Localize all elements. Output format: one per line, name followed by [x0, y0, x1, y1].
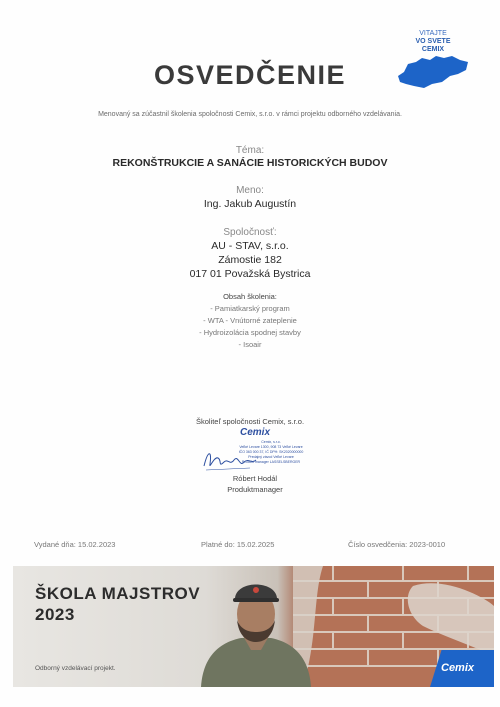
promo-banner	[13, 566, 494, 687]
badge-line-2: VO SVETE	[415, 38, 451, 45]
valid-until: Platné do: 15.02.2025	[201, 540, 275, 549]
stamp-line: Produkt manager LASSELSBERGER	[241, 460, 301, 464]
craftsman-photo	[191, 570, 321, 687]
trainer-role: Produktmanager	[227, 485, 283, 494]
content-title: Obsah školenia:	[223, 292, 277, 301]
content-item: - Pamiatkarský program	[210, 304, 290, 313]
stamp-logo: Cemix	[240, 427, 271, 438]
signature-icon	[200, 446, 260, 474]
banner-title	[35, 583, 200, 625]
certificate-intro: Menovaný sa zúčastnil školenia spoločnosti Cemix, s.r.o. v rámci projektu odborného vzdelávania.	[98, 111, 402, 118]
company-name: AU - STAV, s.r.o.	[211, 240, 289, 252]
brand-logo: Cemix	[441, 662, 475, 674]
content-item: - Isoair	[238, 340, 262, 349]
stamp-line: Predajný závod Veľké Levare	[248, 455, 294, 459]
content-list	[0, 303, 500, 351]
stamp-line: IČO 363 000 37, IČ DPH: SK2020000000	[238, 450, 304, 454]
company-label: Spoločnosť:	[223, 227, 277, 238]
name-value: Ing. Jakub Augustín	[203, 198, 297, 210]
stamp-line: Veľké Levare 1300, 908 73 Veľké Levare	[239, 445, 303, 449]
badge-line-1: VITAJTE	[419, 30, 447, 37]
topic-value: REKONŠTRUKCIE A SANÁCIE HISTORICKÝCH BUDOV	[112, 157, 388, 169]
content-item: - WTA - Vnútorné zateplenie	[203, 316, 297, 325]
content-item: - Hydroizolácia spodnej stavby	[199, 328, 301, 337]
badge-line-3: CEMIX	[421, 46, 445, 53]
company-city: 017 01 Považská Bystrica	[189, 268, 311, 280]
certificate-number: Číslo osvedčenia: 2023-0010	[348, 540, 446, 549]
company-street: Zámostie 182	[218, 254, 282, 266]
banner-subtitle: Odborný vzdelávací projekt.	[35, 665, 116, 672]
trainer-name: Róbert Hodál	[232, 474, 278, 483]
certificate-title: OSVEDČENIE	[153, 60, 347, 90]
banner-title-line-2: 2023	[35, 605, 75, 624]
topic-label: Téma:	[235, 145, 265, 156]
banner-title-line-1: ŠKOLA MAJSTROV	[35, 584, 201, 603]
stamp-line: Cemix, s.r.o.	[261, 440, 281, 444]
trainer-heading: Školiteľ spoločnosti Cemix, s.r.o.	[195, 417, 305, 426]
name-label: Meno:	[236, 185, 264, 196]
issued-date: Vydané dňa: 15.02.2023	[34, 540, 116, 549]
